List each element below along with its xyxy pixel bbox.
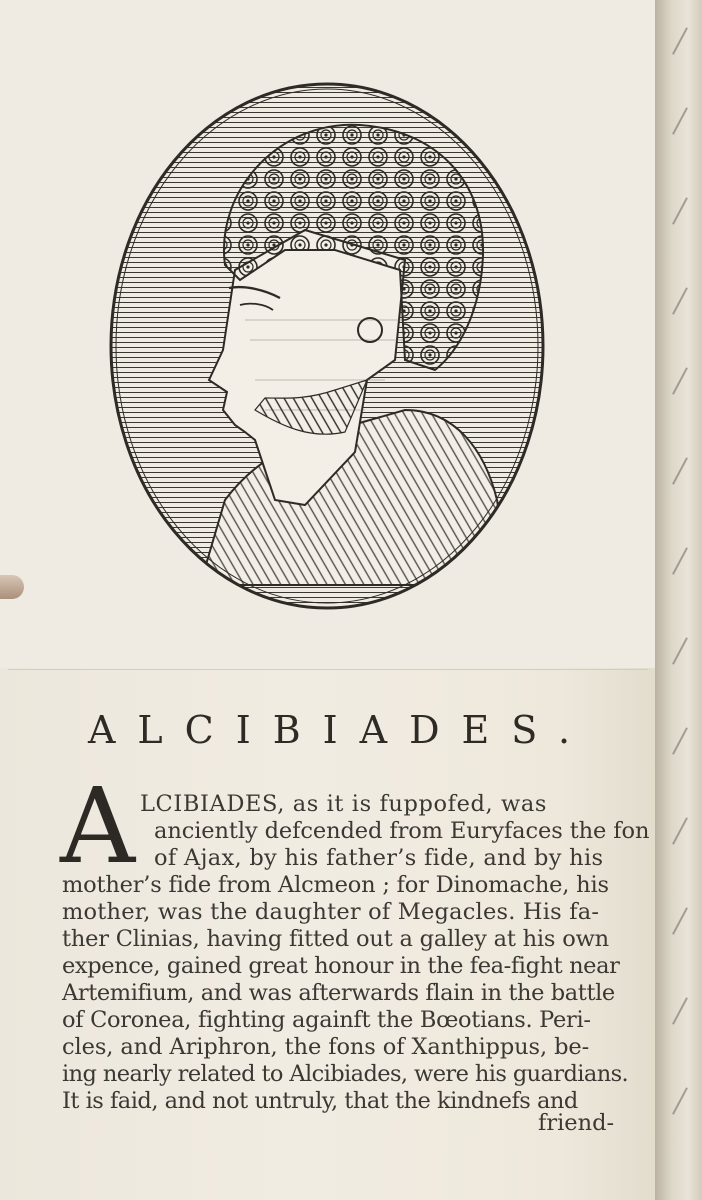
page-title: ALCIBIADES.	[87, 708, 593, 752]
text-line-5: mother, was the daughter of Megacles. His fa-	[62, 899, 600, 925]
text-line-4: mother’s fide from Alcmeon ; for Dinomache, his	[62, 872, 609, 898]
drop-cap: A	[60, 765, 136, 887]
text-line-8: Artemifium, and was afterwards flain in the battle	[62, 980, 615, 1006]
text-line-12: It is faid, and not untruly, that the kindnefs and	[62, 1088, 578, 1114]
text-line-3: of Ajax, by his father’s fide, and by his	[154, 845, 604, 871]
alcibiades-portrait-engraving	[105, 80, 555, 620]
text-line-10: cles, and Ariphron, the fons of Xanthippus, be-	[62, 1034, 590, 1060]
text-line-2: anciently defcended from Euryfaces the fon	[154, 818, 650, 844]
text-line-11: ing nearly related to Alcibiades, were his guardians.	[62, 1061, 629, 1087]
catchword: friend-	[538, 1110, 615, 1136]
text-line-6: ther Clinias, having fitted out a galley at his own	[62, 926, 609, 952]
page-clip	[0, 575, 24, 599]
text-line-7: expence, gained great honour in the fea-fight near	[62, 953, 620, 979]
text-line-1: LCIBIADES, as it is fuppofed, was	[140, 791, 548, 817]
plate-edge	[8, 655, 648, 670]
text-line-9: of Coronea, fighting againft the Bœotians. Peri-	[62, 1007, 591, 1033]
facing-page-edge	[655, 0, 702, 1200]
